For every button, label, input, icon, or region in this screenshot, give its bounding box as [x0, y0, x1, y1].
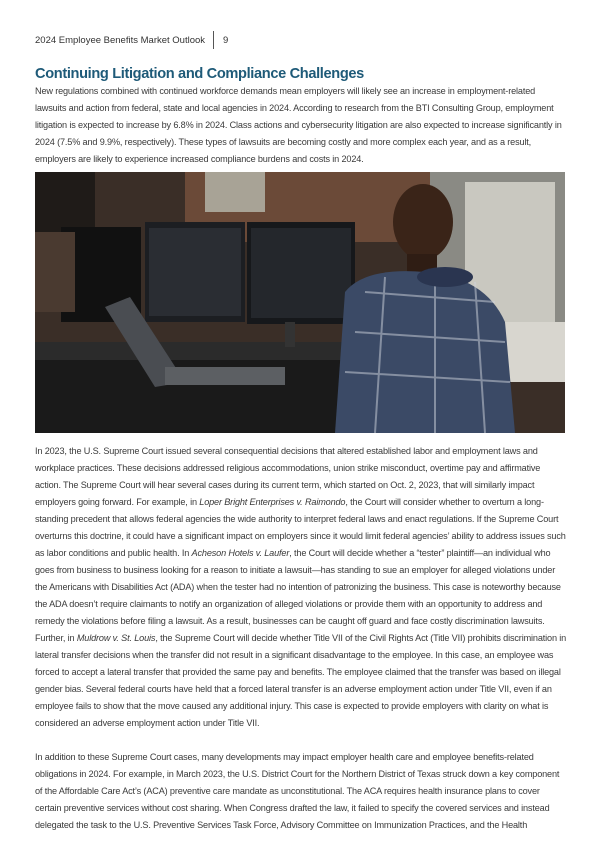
document-title: 2024 Employee Benefits Market Outlook — [35, 34, 206, 46]
paragraph-text: In addition to these Supreme Court cases, many developments may impact employer health care and employee benefits-related obligations in 2024. For example, in March 2023, the U.S. District Court for the Northern District of Texas struck down a key component of the Affordable Care Act’s (ACA) preventive care mandate as unconstitutional. The ACA requires health insurance plans to cover certain preventive services without cost sharing. When Congress drafted the law, it failed to specify the covered services and instead delegated the task to the U.S. Preventive Services Task Force, Advisory Committee on Immunization Practices, and the Health — [35, 752, 560, 830]
case-name-loper-bright: Loper Bright Enterprises v. Raimondo — [199, 497, 346, 507]
header-divider — [213, 31, 214, 49]
section-title: Continuing Litigation and Compliance Challenges — [35, 66, 364, 82]
case-name-acheson-hotels: Acheson Hotels v. Laufer — [191, 548, 290, 558]
paragraph-text: , the Court will consider whether to overturn a long-standing precedent that allows federal agencies the wide authority to interpret federal laws and enact regulations. If the Supreme Court overturns this doctrine, it could have a significant impact on employers since it would limit federal agencies’ ability to address issues such as labor conditions and public health. In — [35, 497, 566, 558]
paragraph-intro — [35, 83, 567, 168]
office-photo — [35, 172, 565, 433]
paragraph-supreme-court — [35, 443, 567, 732]
page-number: 9 — [223, 34, 229, 46]
paragraph-text: New regulations combined with continued workforce demands mean employers will likely see an increase in employment-related lawsuits and action from federal, state and local agencies in 2024. According to research from the BTI Consulting Group, employment litigation is expected to increase by 6.8% in 2024. Class actions and cybersecurity litigation are also expected to increase significantly in 2024 (7.5% and 9.9%, respectively). These types of lawsuits are becoming costly and more complex each year, and as a result, employers are likely to experience increased compliance burdens and costs in 2024. — [35, 86, 562, 164]
photo-illustration — [35, 172, 565, 433]
page-header — [35, 31, 567, 49]
case-name-muldrow: Muldrow v. St. Louis — [76, 633, 156, 643]
paragraph-text: , the Court will decide whether a “tester” plaintiff—an individual who goes from business to business looking for a reason to initiate a lawsuit—has standing to sue an employer for alleged violations under the Americans with Disabilities Act (ADA) when the tester had no intention of patronizing the business. This case is noteworthy because the ADA doesn’t require claimants to notify an organization of alleged violations or provide them with an opportunity to address and remedy the violations before filing a lawsuit. As a result, businesses can be caught off guard and face costly discrimination lawsuits. Further, in — [35, 548, 561, 643]
paragraph-text: , the Supreme Court will decide whether Title VII of the Civil Rights Act (Title VII) prohibits discrimination in lateral transfer decisions when the transfer did not result in a significant disadvantage to the employee. In this case, an employee was forced to accept a lateral transfer that provided the same pay and benefits. The employee claimed that the transfer was based on illegal gender bias. Several federal courts have held that a forced lateral transfer is an adverse employment action under Title VII, even if an employee fails to show that the move caused any additional injury. This case is expected to provide employers with clarity on what is considered an adverse employment action under Title VII. — [35, 633, 567, 728]
paragraph-health-care — [35, 749, 567, 834]
paragraph-text: In 2023, the U.S. Supreme Court issued several consequential decisions that altered established labor and employment laws and workplace practices. These decisions addressed religious accommodations, union strike misconduct, overtime pay and affirmative action. The Supreme Court will hear several cases during its current term, which started on Oct. 2, 2023, that will similarly impact employers going forward. For example, in — [35, 446, 541, 507]
